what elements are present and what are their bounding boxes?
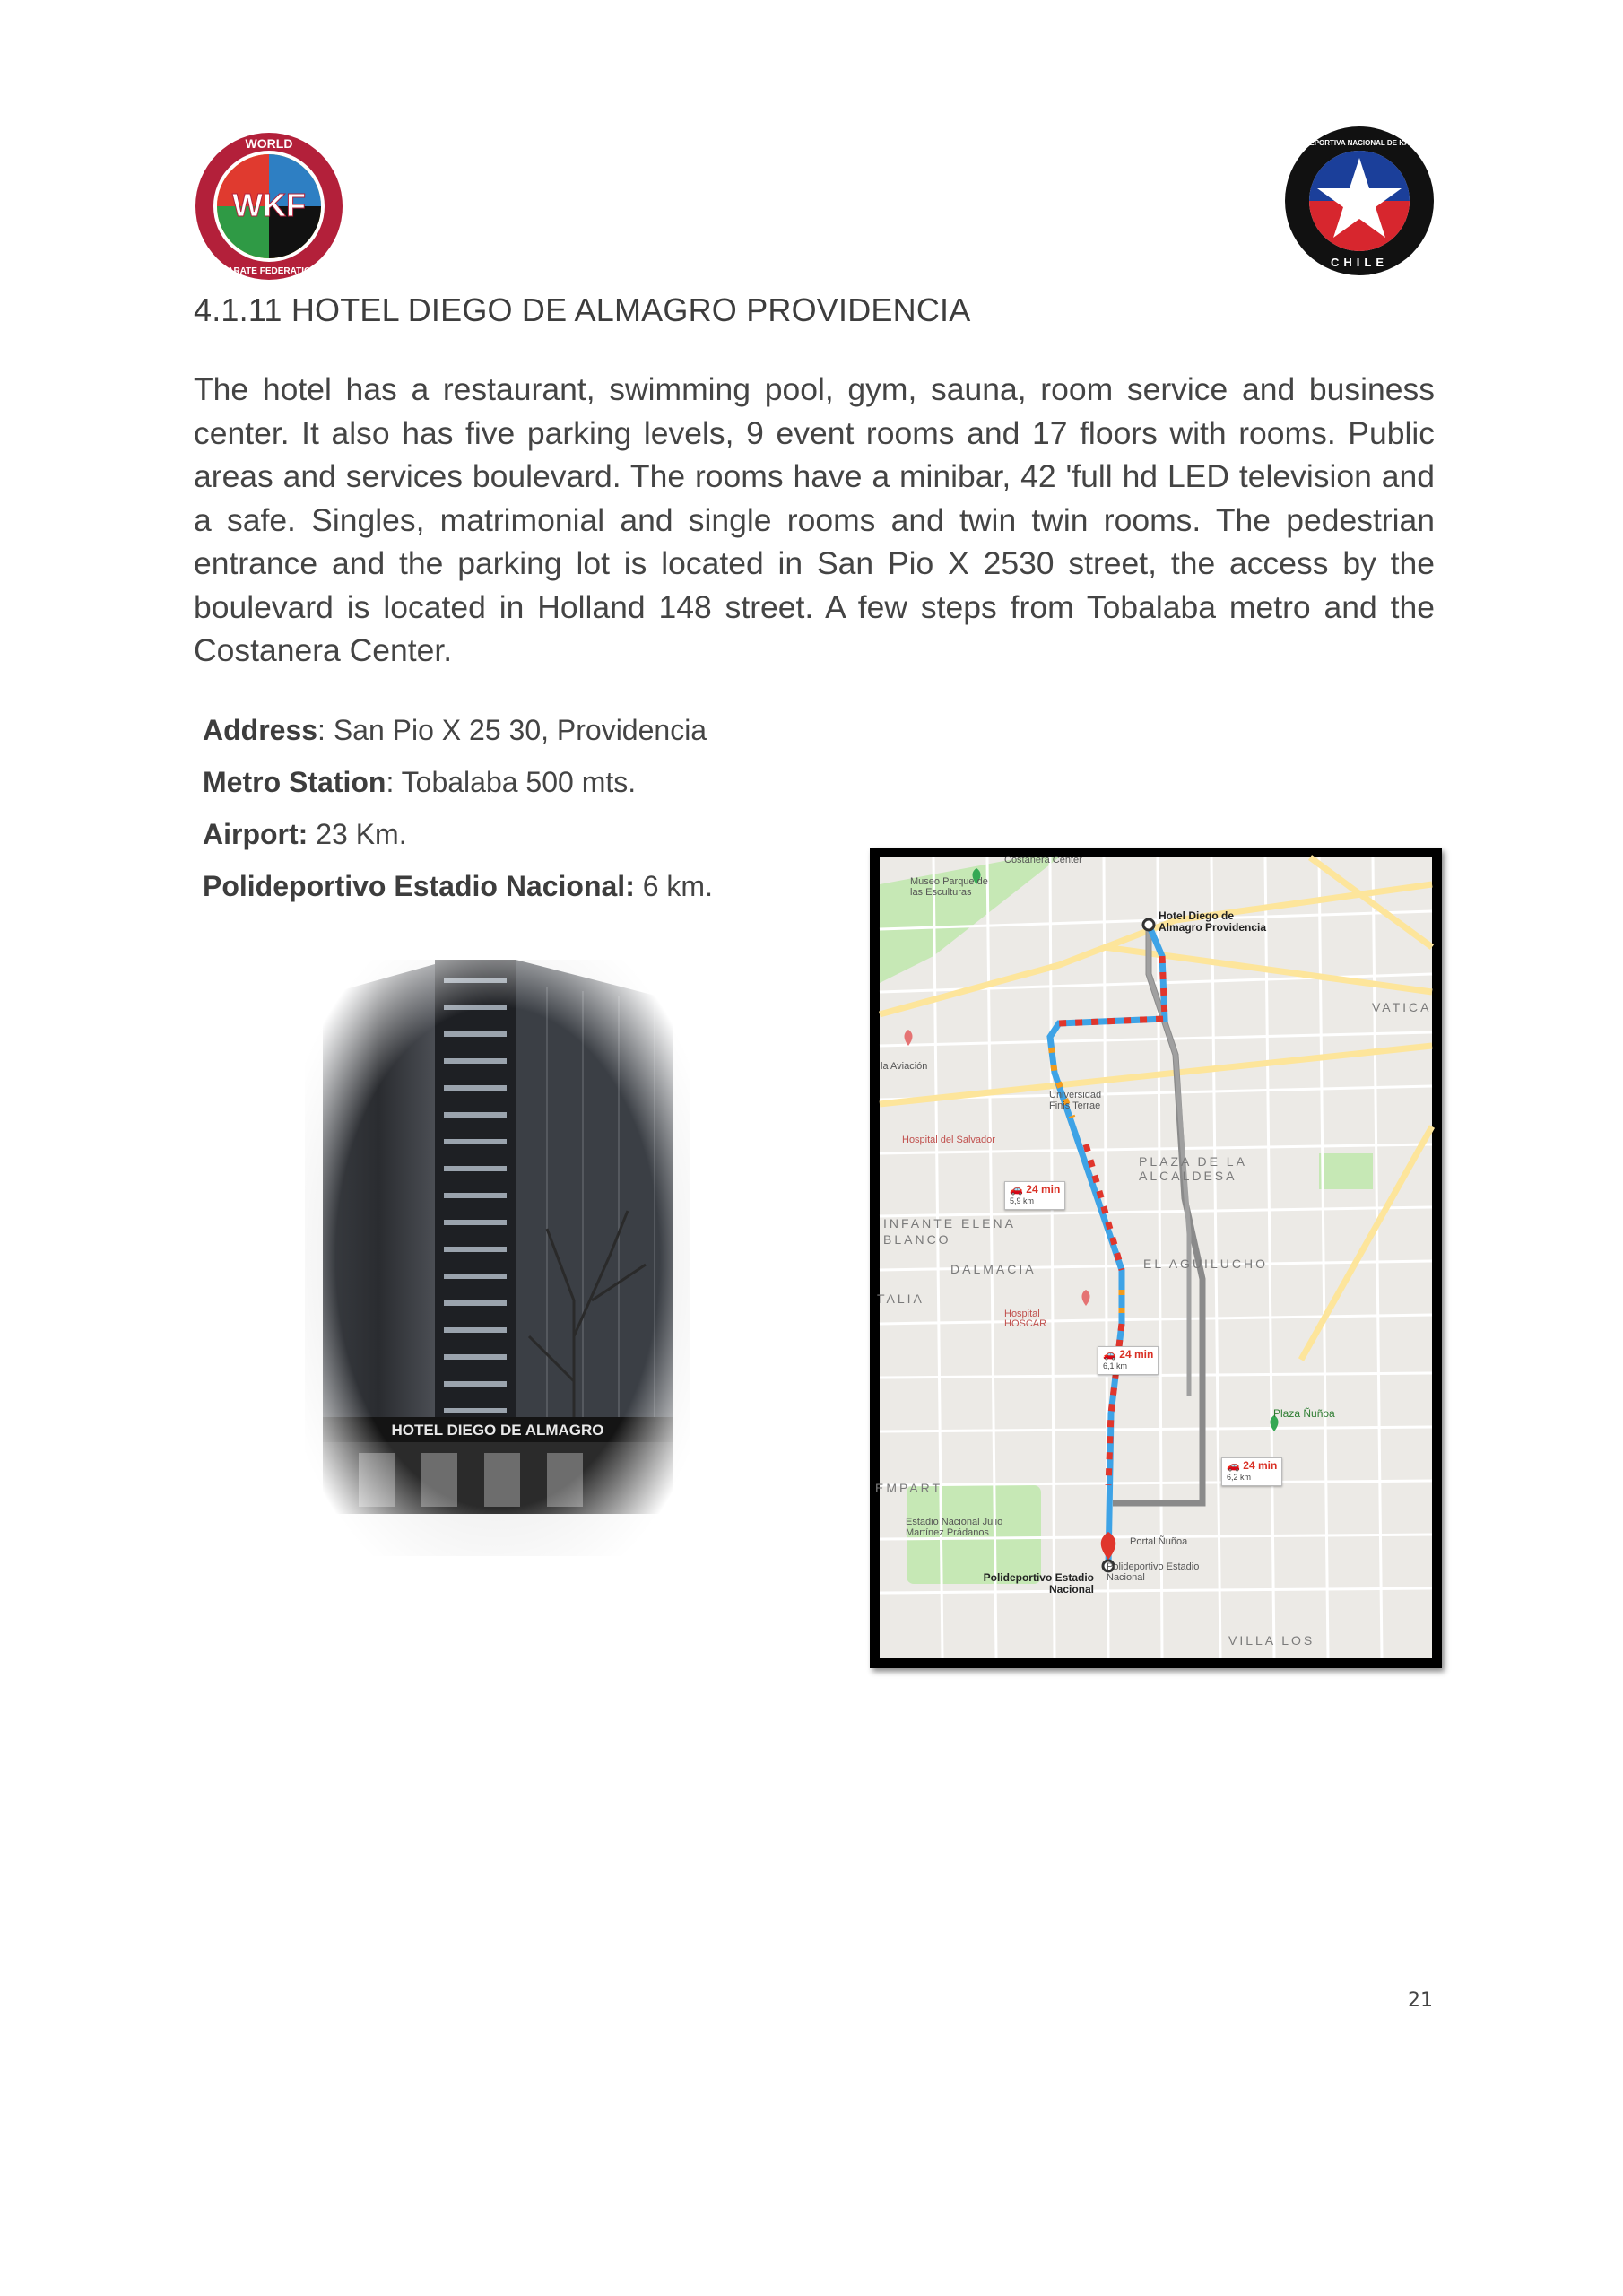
route-2-time: 24 min <box>1119 1348 1154 1361</box>
airport-label: Airport: <box>203 818 308 850</box>
airport-row <box>203 818 407 851</box>
section-title: 4.1.11 HOTEL DIEGO DE ALMAGRO PROVIDENCIA <box>194 291 971 328</box>
metro-row <box>203 766 636 799</box>
route-2-distance: 6,1 km <box>1103 1361 1128 1370</box>
map-label-poli-destination: Polideportivo Estadio Nacional <box>983 1571 1094 1596</box>
hotel-photo <box>305 960 690 1556</box>
map-label-portal-nunoa: Portal Ñuñoa <box>1130 1536 1188 1547</box>
map-label-hotel: Hotel Diego de Almagro Providencia <box>1159 909 1267 934</box>
route-1-time: 24 min <box>1026 1183 1061 1196</box>
map-label-aguilucho: EL AGUILUCHO <box>1143 1257 1268 1271</box>
map-label-hospital-hoscar: Hospital HOSCAR <box>1004 1309 1047 1329</box>
map-label-villa-los: VILLA LOS <box>1228 1633 1315 1648</box>
map-label-universidad: Universidad Finis Terrae <box>1049 1090 1102 1111</box>
route-1-distance: 5,9 km <box>1010 1196 1035 1205</box>
svg-text:WORLD: WORLD <box>245 136 293 151</box>
fdnkc-logo <box>1254 126 1464 276</box>
route-time-box-1[interactable]: 🚗 24 min 5,9 km <box>1004 1181 1065 1210</box>
page-number: 21 <box>1408 1989 1433 2012</box>
polideportivo-label: Polideportivo Estadio Nacional: <box>203 870 635 902</box>
route-time-box-3[interactable]: 🚗 24 min 6,2 km <box>1221 1457 1282 1486</box>
map-label-italia: TALIA <box>877 1292 924 1306</box>
map-label-empart: EMPART <box>875 1481 943 1495</box>
map-label-museo: Museo Parque de las Esculturas <box>910 876 988 898</box>
map-label-infante: INFANTE ELENA BLANCO <box>883 1216 1016 1247</box>
address-row <box>203 714 707 747</box>
svg-text:WKF: WKF <box>232 187 306 223</box>
map-label-hospital-salvador: Hospital del Salvador <box>902 1135 995 1145</box>
route-time-box-2[interactable]: 🚗 24 min 6,1 km <box>1098 1346 1159 1375</box>
address-value: : San Pio X 25 30, Providencia <box>317 714 707 746</box>
route-3-time: 24 min <box>1243 1459 1278 1472</box>
map-label-aviacion: la Aviación <box>881 1061 928 1072</box>
route-3-distance: 6,2 km <box>1227 1473 1252 1482</box>
metro-label: Metro Station <box>203 766 386 798</box>
svg-text:FEDERACIÓN DEPORTIVA NACIONAL: FEDERACIÓN DEPORTIVA NACIONAL DE KARATE DE CHILE <box>1254 139 1464 147</box>
map-label-plaza-alcaldesa: PLAZA DE LA ALCALDESA <box>1139 1154 1247 1183</box>
map-label-costanera: Costanera Center <box>1004 855 1082 865</box>
map-label-vaticano: VATICA <box>1372 1000 1432 1014</box>
svg-text:KARATE FEDERATION: KARATE FEDERATION <box>221 266 317 276</box>
hotel-description: The hotel has a restaurant, swimming pool, gym, sauna, room service and business center. It also has five parking levels, 9 event rooms and 17 floors with rooms. Public areas and services boulevard. The rooms have a minibar, 42 'full hd LED television and a safe. Singles, matrimonial and single rooms and twin twin rooms. The pedestrian entrance and the parking lot is located in San Pio X 2530 street, the access by the boulevard is located in Holland 148 street. A few steps from Tobalaba metro and the Costanera Center. <box>194 371 1435 668</box>
map-label-plaza-nunoa: Plaza Ñuñoa <box>1273 1407 1335 1420</box>
map-label-dalmacia: DALMACIA <box>950 1262 1037 1276</box>
airport-value: 23 Km. <box>308 818 407 850</box>
route-map <box>870 848 1442 1668</box>
polideportivo-value: 6 km. <box>634 870 713 902</box>
wkf-logo <box>193 130 345 283</box>
address-label: Address <box>203 714 318 746</box>
map-label-poli-destination-right: Polideportivo Estadio Nacional <box>1107 1561 1200 1583</box>
metro-value: : Tobalaba 500 mts. <box>386 766 637 798</box>
polideportivo-row <box>203 870 713 903</box>
svg-text:CHILE: CHILE <box>1331 256 1388 269</box>
map-label-estadio-julio: Estadio Nacional Julio Martínez Prádanos <box>906 1517 1003 1538</box>
